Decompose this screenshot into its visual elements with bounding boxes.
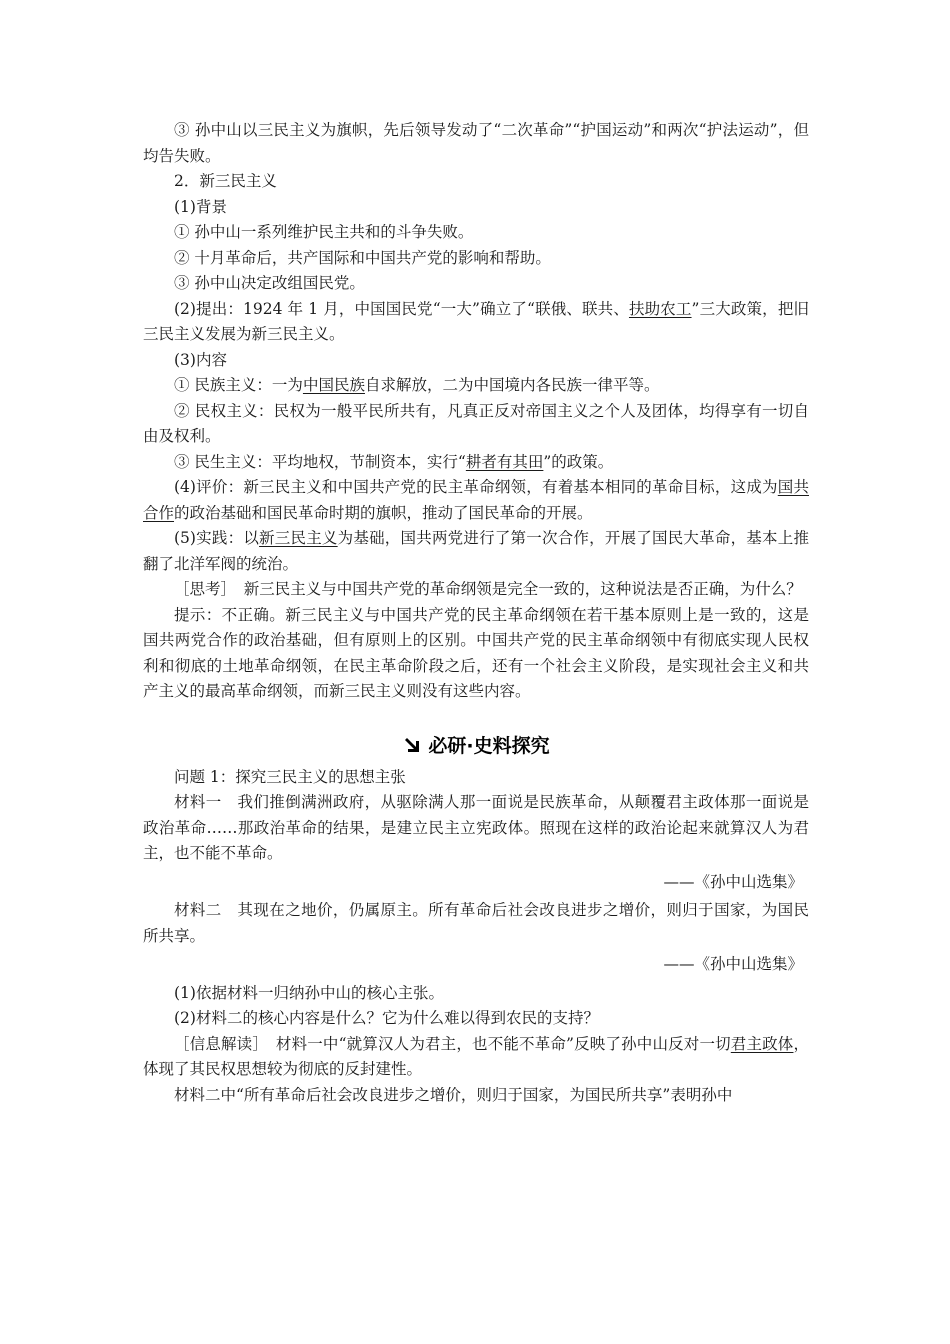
evaluation-text-b: 的政治基础和国民革命时期的旗帜，推动了国民革命的开展。 <box>174 503 593 522</box>
info-text-b: ，体现了其民权思想较为彻底的反封建性。 <box>143 1034 809 1078</box>
paragraph-evaluation <box>143 475 809 526</box>
background-item-3: ③ 孙中山决定改组国民党。 <box>174 274 365 292</box>
keyword-xin-sanmin-zhuyi: 新三民主义 <box>259 529 338 547</box>
keyword-fuzhu-nonggong: 扶助农工 <box>628 299 692 318</box>
practice-text-a: (5)实践：以 <box>174 529 260 547</box>
info-text-a: ［信息解读］ 材料一中“就算汉人为君主，也不能不革命”反映了孙中山反对一切 <box>174 1034 731 1053</box>
sub-question-1: (1)依据材料一归纳孙中山的核心主张。 <box>174 983 444 1002</box>
paragraph-failed-movements: ③ 孙中山以三民主义为旗帜，先后领导发动了“二次革命”“护国运动”和两次“护法运动”，但均告失败。 <box>143 121 809 165</box>
keyword-zhongguo-minzu: 中国民族 <box>302 376 365 394</box>
material-2-analysis: 材料二中“所有革命后社会改良进步之增价，则归于国家，为国民所共享”表明孙中 <box>174 1085 733 1104</box>
livelihood-text-b: ”的政策。 <box>543 452 614 471</box>
material-2: 材料二 其现在之地价，仍属原主。所有革命后社会改良进步之增价，则归于国家，为国民所共享。 <box>143 901 809 945</box>
livelihood-text-a: ③ 民生主义：平均地权，节制资本，实行“ <box>174 452 466 471</box>
arrow-down-right-icon <box>402 734 422 754</box>
background-label: (1)背景 <box>174 197 227 216</box>
nationalism-text-a: ① 民族主义：一为 <box>174 376 303 394</box>
nationalism-text-b: 自求解放，二为中国境内各民族一律平等。 <box>364 376 660 394</box>
content-label: (3)内容 <box>174 350 227 369</box>
content-livelihood <box>143 450 809 476</box>
content-nationalism <box>143 373 809 399</box>
background-item-2: ② 十月革命后，共产国际和中国共产党的影响和帮助。 <box>174 248 551 267</box>
keyword-junzhu-zhengti: 君主政体 <box>730 1034 794 1053</box>
background-item-1: ① 孙中山一系列维护民主共和的斗争失败。 <box>174 223 474 241</box>
paragraph-think: ［思考］ 新三民主义与中国共产党的革命纲领是完全一致的，这种说法是否正确，为什么？ <box>174 580 802 598</box>
proposal-text-a: (2)提出：1924 年 1 月，中国国民党“一大”确立了“联俄、联共、 <box>174 299 629 318</box>
material-1-source: ——《孙中山选集》 <box>663 872 803 891</box>
keyword-gengzhe-youqitian: 耕者有其田 <box>465 452 544 471</box>
subheading-new-three-principles: 2．新三民主义 <box>174 172 277 190</box>
paragraph-practice <box>143 526 809 577</box>
proposal-text-b: ”三大政策，把旧三民主义发展为新三民主义。 <box>143 299 809 343</box>
practice-text-b: 为基础，国共两党进行了第一次合作，开展了国民大革命，基本上推翻了北洋军阀的统治。 <box>143 529 809 573</box>
material-1: 材料一 我们推倒满洲政府，从驱除满人那一面说是民族革命，从颠覆君主政体那一面说是政治革命……那政治革命的结果，是建立民主立宪政体。照现在这样的政治论起来就算汉人为君主，也不能不革命。 <box>143 793 809 862</box>
question-1: 问题 1：探究三民主义的思想主张 <box>174 767 406 786</box>
paragraph-proposal <box>143 297 809 348</box>
material-2-source: ——《孙中山选集》 <box>663 955 803 973</box>
paragraph-hint: 提示：不正确。新三民主义与中国共产党的民主革命纲领在若干基本原则上是一致的，这是国共两党合作的政治基础，但有原则上的区别。中国共产党的民主革命纲领中有彻底实现人民权利和彻底的土地革命纲领，在民主革命阶段之后，还有一个社会主义阶段，是实现社会主义和共产主义的最高革命纲领，而新三民主义则没有这些内容。 <box>143 605 809 700</box>
keyword-guogong-hezuo: 国共合作 <box>143 478 809 522</box>
content-democracy: ② 民权主义：民权为一般平民所共有，凡真正反对帝国主义之个人及团体，均得享有一切自由及权利。 <box>143 401 809 445</box>
info-interpretation <box>143 1032 809 1083</box>
document-page <box>143 118 809 1108</box>
evaluation-text-a: (4)评价：新三民主义和中国共产党的民主革命纲领，有着基本相同的革命目标，这成为 <box>174 478 778 496</box>
section-heading <box>143 731 809 761</box>
sub-question-2: (2)材料二的核心内容是什么？它为什么难以得到农民的支持？ <box>174 1009 599 1027</box>
section-heading-text: 必研·史料探究 <box>428 734 550 757</box>
